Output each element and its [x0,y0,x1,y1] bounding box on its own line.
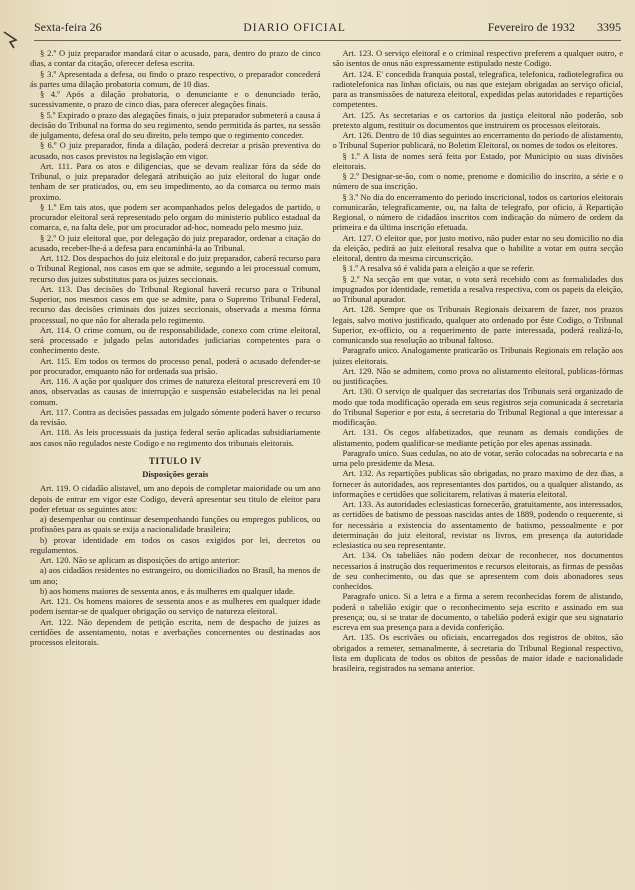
paragraph: Paragrafo unico. Si a letra e a firma a serem reconhecidas forem de alistando, poderá o tabelião exigir que o reconhecimento seja escrito e assinado em sua presença; ou, si se tratar de documento, o tabelião poderá exigir que seu signatario escreva em sua presença para a devida conferição. [332,591,623,632]
paragraph: Art. 134. Os tabeliães não podem deixar de reconhecer, nos documentos necessarios á instrução dos requerimentos e recursos eleitorais, as firmas de pessôas de seu conhecimento, ou das que se apresentem com dois abonadores seus conhecidos. [332,550,623,591]
header-date [488,20,621,35]
paragraph: § 2.º O juiz preparador mandará citar o acusado, para, dentro do prazo de cinco dias, a contar da citação, oferecer defesa escrita. [30,48,321,69]
paragraph: Art. 133. As autoridades eclesiasticas fornecerão, gratuitamente, aos interessados, as certidões de batismo de pessoas nascidas antes de 1889, podendo o requerente, si for necessária a existencia do assentamento de batismo, pessoalmente e por determinação do juiz eleitoral, revistar os livros, em presença da autoridade eclesiastica ou seu representante. [332,499,623,550]
paragraph: Art. 118. As leis processuais da justiça federal serão aplicadas subsidiariamente aos casos não regulados neste Codigo e no regimento dos tribunais eleitorais. [30,427,321,448]
paragraph: § 6.º O juiz preparador, finda a dilação, poderá decretar a prisão preventiva do acusado, nos casos previstos na legislação em vigor. [30,140,321,161]
text-columns [30,48,623,884]
paragraph: § 3.º Apresentada a defesa, ou findo o prazo respectivo, o preparador concederá ás partes uma dilação probatoria comum, de 10 dias. [30,68,321,89]
paragraph: § 1.º A lista de nomes será feita por Estado, por Municipio ou suas divisões eleitorais. [332,150,623,171]
paragraph: Art. 113. Das decisões do Tribunal Regional haverá recurso para o Tribunal Superior, nos mesmos casos em que se admite, para o Supremo Tribunal Federal, recurso das decisões criminais dos juizes seccionais, observada a mesma fórma processual, no que não for alterada pelo regimento. [30,283,321,325]
section-subtitle: Disposições gerais [142,469,209,479]
header-title: DIARIO OFICIAL [243,22,346,34]
section-title: TITULO IV [148,455,202,466]
paragraph: Art. 130. O serviço de qualquer das secretarias dos Tribunais será organizado de modo que toda modificação operada em seus registros seja comunicada á secretaria do Tribunal Superior e por esta, á secretaria do Tribunal Regional a que interessar a modificação. [332,386,623,427]
paragraph: Art. 119. O cidadão alistavel, um ano depois de completar maioridade ou um ano depois de entrar em vigor este Codigo, deverá apresentar seu titulo de eleitor para poder efetuar os seguintes atos: [30,483,321,514]
paragraph: Art. 112. Dos despachos do juiz eleitoral e do juiz preparador, caberá recurso para o Tribunal Regional, nos casos em que se admite, segundo a lei processual comum, recurso dos juizes substitutos para os juizes seccionais. [30,253,321,284]
paragraph: § 1.º A resalva só é valida para a eleição a que se referir. [342,263,535,274]
paragraph: § 3.º No dia do encerramento do periodo inscricional, todos os cartorios eleitorais comunicarão, telegraficamente, ou, na falta de telegrafo, por oficio, á Repartição Regional, o número de cidadãos inscritos com indicação do número de ordem da primeira e da última inscrição efetuada. [332,191,623,233]
paragraph: Art. 114. O crime comum, ou de responsabilidade, conexo com crime eleitoral, será processado e julgado pelas autoridades judiciarias competentes para o conhecimento deste. [30,324,321,356]
paragraph: Art. 127. O eleitor que, por justo motivo, não puder estar no seu domicilio no dia da eleição, pedirá ao juiz eleitoral resalva que o habilite a votar em outra secção eleitoral, dentro da mesma circunscrição. [332,232,623,263]
header-date-text: Fevereiro de 1932 [487,20,575,34]
paragraph: Art. 123. O serviço eleitoral e o criminal respectivo preferem a qualquer outro, e são isentos de onus não expressamente estipulado neste Codigo. [332,48,623,69]
header-day: Sexta-feira 26 [34,20,102,34]
paragraph: Art. 122. Não dependem de petição escrita, nem de despacho de juizes as certidões de assentamento, notas e averbações concernentes ou destinadas aos processos eleitorais. [30,616,321,647]
paragraph: Art. 132. As repartições publicas são obrigadas, no prazo maximo de dez dias, a fornecer ás autoridades, aos representantes dos partidos, ou a qualquer alistando, as informações e certidões que solicitarem, relativas á materia eleitoral. [332,468,623,499]
paragraph: Art. 129. Não se admitem, como prova no alistamento eleitoral, publicas-fórmas ou justificações. [332,365,623,386]
paragraph: Art. 121. Os homens maiores de sessenta anos e as mulheres em qualquer idade podem isentar-se de qualquer obrigação ou serviço de natureza eleitoral. [30,596,321,617]
paragraph: § 5.º Expirado o prazo das alegações finais, o juiz preparador submeterá a causa á decisão do Tribunal na forma do seu regimento, sendo permitida ás partes, na sessão de julgamento, defesa oral do seu direito, pelo tempo que o regimento conceder. [30,109,321,140]
corner-mark-icon [2,30,20,50]
paragraph: § 4.º Após a dilação probatoria, o denunciante e o denunciado terão, sucessivamente, o prazo de cinco dias, para oferecer alegações finais. [30,89,321,110]
right-column [333,48,624,884]
paragraph: a) aos cidadãos residentes no estrangeiro, ou domiciliados no Brasil, ha menos de um ano; [30,565,321,586]
paragraph: Art. 131. Os cegos alfabetizados, que reunam as demais condições de alistamento, podem qualificar-se mediante petição por eles apenas assinada. [332,427,623,448]
paragraph: Art. 125. As secretarias e os cartorios da justiça eleitoral não poderão, sob pretexto algum, restituir os documentos que instruirem os processos eleitorais. [332,109,623,130]
paragraph: b) aos homens maiores de sessenta anos, e ás mulheres em qualquer idade. [40,585,295,596]
paragraph: Art. 115. Em todos os termos do processo penal, poderá o acusado defender-se por procurador, emquanto não for ordenada sua prisão. [30,355,321,376]
page-header [34,20,621,41]
paragraph: a) desempenhar ou continuar desempenhando funções ou empregos publicos, ou profissões para as quais se exija a nacionalidade brasileira; [30,514,321,535]
paragraph: Art. 116. A ação por qualquer dos crimes de natureza eleitoral prescreverá em 10 anos, observadas as causas de interrupção e suspensão estabelecidas na lei penal comum. [30,376,321,407]
paragraph: Paragrafo unico. Suas cedulas, no ato de votar, serão colocadas na sobrecarta e na urna pelo presidente da Mesa. [332,447,623,468]
paragraph: Paragrafo unico. Analogamente praticarão os Tribunais Regionais em relação aos juizes eleitorais. [332,345,623,366]
header-page-number: 3395 [597,20,621,34]
left-column [30,48,321,884]
paragraph: Art. 111. Para os atos e diligencias, que se devam realizar fóra da séde do Tribunal, o juiz preparador delegará atribuição ao juiz eleitoral do lugar onde tenham de ser praticados, ou, em seu impedimento, ao da comarca ou termo mais proximo. [30,160,321,202]
paragraph: b) provar identidade em todos os casos exigidos por lei, decretos ou regulamentos. [30,534,321,555]
paragraph: Art. 128. Sempre que os Tribunais Regionais deixarem de fazer, nos prazos legais, salvo motivo justificado, qualquer ato ordenado por êste Codigo, o Tribunal Superior, ex-officio, ou a requerimento de parte interessada, poderá realizá-lo, comunicando sua resolução ao tribunal faltoso. [332,304,623,345]
paragraph: Art. 124. E' concedida franquia postal, telegrafica, telefonica, radiotelegrafica ou radiotelefonica nas linhas oficiais, ou nas que estejam obrigadas ao serviço oficial, para as transmissões de natureza eleitoral, expedidas pelas autoridades e repartições competentes. [332,68,623,110]
paragraph: Art. 126. Dentro de 10 dias seguintes ao encerramento do periodo de alistamento, o Tribunal Superior publicará, no Boletim Eleitoral, os nomes de todos os eleitores. [332,130,623,151]
paragraph: Art. 120. Não se aplicam as disposições do artigo anterior: [40,555,241,565]
paragraph: § 2.º Na secção em que votar, o voto será recebido com as formalidades dos impugnados por identidade, remetida a resalva respectiva, com os papeis da eleição, ao Tribunal apurador. [332,273,623,304]
paragraph: § 2.º O juiz eleitoral que, por delegação do juiz preparador, ordenar a citação do acusado, receber-lhe-á a defesa para encaminhá-la ao Tribunal. [30,232,321,253]
paragraph: § 1.º Em tais atos, que podem ser acompanhados pelos delegados de partido, o procurador eleitoral será representado pelo orgam do ministerio publico estadual da comarca, e, na falta dele, por um procurador ad-hoc, nomeado pelo mesmo juiz. [30,201,321,233]
paragraph: Art. 117. Contra as decisões passadas em julgado sómente poderá haver o recurso da revisão. [30,406,321,427]
paragraph: Art. 135. Os escrivães ou oficiais, encarregados dos registros de obitos, são obrigados a remeter, semanalmente, á secretaria do Tribunal Regional respectivo, lista em duplicata de todos os obitos de pessôas de maior idade e nacionalidade brasileira, registrados na semana anterior. [332,632,623,673]
paragraph: § 2.º Designar-se-ão, com o nome, prenome e domicilio do inscrito, a série e o número de sua inscrição. [332,171,623,192]
